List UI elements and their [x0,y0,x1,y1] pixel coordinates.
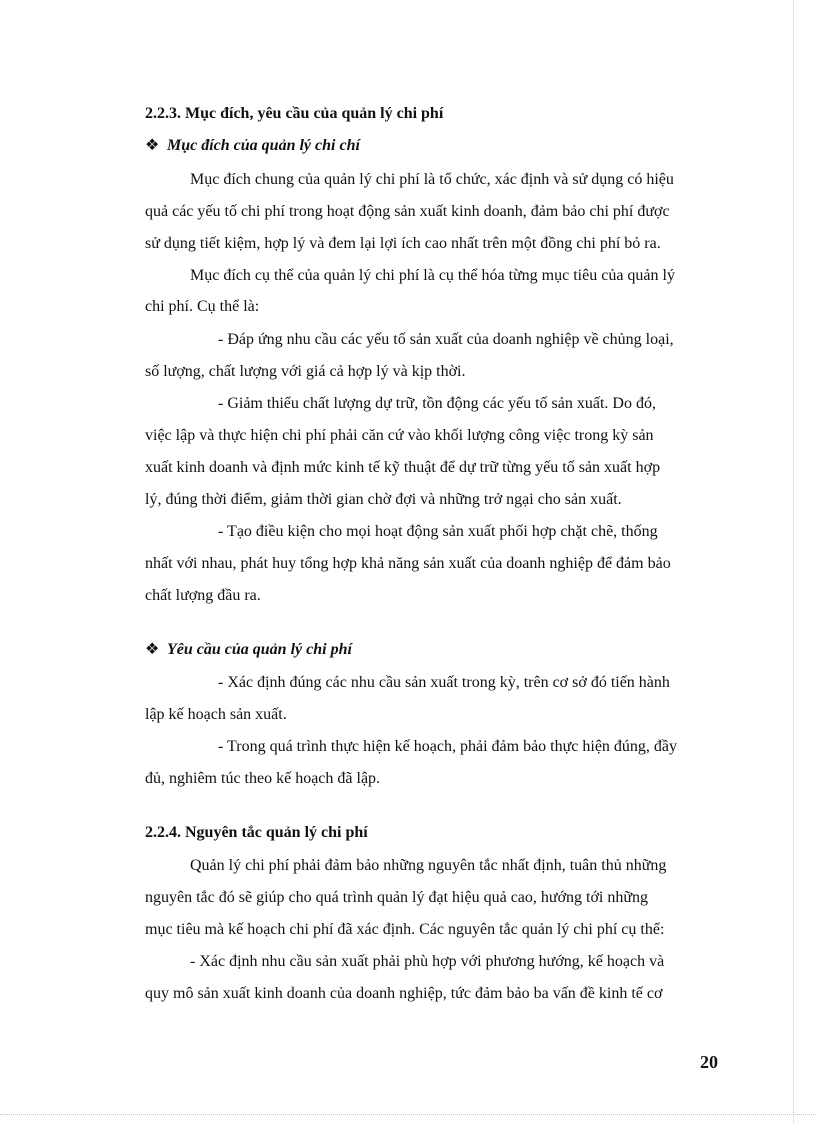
paragraph-line: Mục đích cụ thể của quản lý chi phí là cụ thể hóa từng mục tiêu của quản lý [190,267,675,284]
list-item-line: quy mô sản xuất kinh doanh của doanh nghiệp, tức đảm bảo ba vấn đề kinh tế cơ [145,985,663,1002]
page-number: 20 [700,1052,718,1072]
paragraph-line: mục tiêu mà kế hoạch chi phí đã xác định. Các nguyên tắc quản lý chi phí cụ thể: [145,921,665,938]
paragraph-line: nguyên tắc đó sẽ giúp cho quá trình quản lý đạt hiệu quả cao, hướng tới những [145,889,649,906]
subheading-purpose [145,136,360,156]
list-item-line: lập kế hoạch sản xuất. [145,706,287,723]
paragraph-line: chi phí. Cụ thể là: [145,298,260,315]
list-item-line: đủ, nghiêm túc theo kế hoạch đã lập. [145,770,381,787]
list-item-line: - Đáp ứng nhu cầu các yếu tố sản xuất của doanh nghiệp về chủng loại, [218,331,674,348]
paragraph-line: quả các yếu tố chi phí trong hoạt động sản xuất kinh doanh, đảm bảo chi phí được [145,203,670,220]
list-item-line: - Trong quá trình thực hiện kế hoạch, phải đảm bảo thực hiện đúng, đầy [218,738,678,755]
list-item-line: chất lượng đầu ra. [145,587,261,604]
paragraph-line: Mục đích chung của quản lý chi phí là tổ chức, xác định và sử dụng có hiệu [190,171,674,188]
list-item-line: việc lập và thực hiện chi phí phải căn cứ vào khối lượng công việc trong kỳ sản [145,427,654,444]
page-border-right [792,0,794,1123]
list-item-line: - Xác định nhu cầu sản xuất phải phù hợp với phương hướng, kế hoạch và [190,953,665,970]
list-item-line: - Xác định đúng các nhu cầu sản xuất trong kỳ, trên cơ sở đó tiến hành [218,674,670,691]
paragraph-line: Quản lý chi phí phải đảm bảo những nguyên tắc nhất định, tuân thủ những [190,857,667,874]
subheading-requirement [145,640,352,660]
list-item-line: xuất kinh doanh và định mức kinh tế kỹ thuật để dự trữ từng yếu tố sản xuất hợp [145,459,661,476]
section-heading-224: 2.2.4. Nguyên tắc quản lý chi phí [145,824,368,841]
page-border-bottom [0,1113,816,1115]
diamond-bullet-icon: ❖ [145,137,160,154]
list-item-line: - Tạo điều kiện cho mọi hoạt động sản xuất phối hợp chặt chẽ, thống [218,523,658,540]
list-item-line: số lượng, chất lượng với giá cả hợp lý và kịp thời. [145,363,466,380]
subheading-requirement-label: Yêu cầu của quản lý chi phí [167,641,352,658]
diamond-bullet-icon: ❖ [145,641,160,658]
list-item-line: lý, đúng thời điểm, giảm thời gian chờ đợi và những trở ngại cho sản xuất. [145,491,622,508]
list-item-line: - Giảm thiểu chất lượng dự trữ, tồn động các yếu tố sản xuất. Do đó, [218,395,656,412]
subheading-purpose-label: Mục đích của quản lý chi chí [167,137,360,154]
paragraph-line: sử dụng tiết kiệm, hợp lý và đem lại lợi ích cao nhất trên một đồng chi phí bỏ ra. [145,235,661,252]
section-heading-223: 2.2.3. Mục đích, yêu cầu của quản lý chi phí [145,105,444,122]
list-item-line: nhất với nhau, phát huy tổng hợp khả năng sản xuất của doanh nghiệp để đảm bảo [145,555,671,572]
